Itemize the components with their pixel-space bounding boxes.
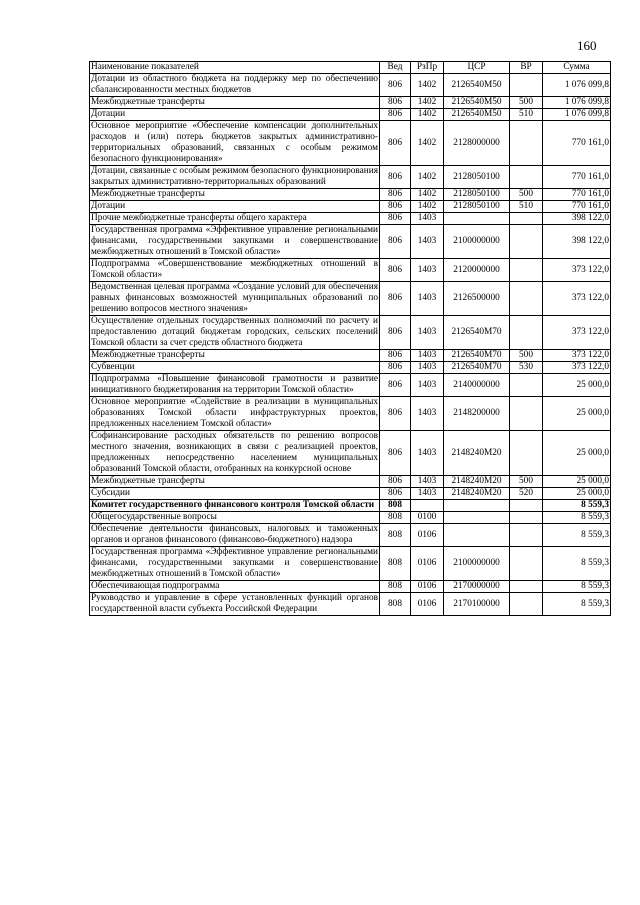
row-sum-cell: 770 161,0: [543, 189, 611, 201]
row-csr-cell: 2148240М20: [444, 488, 510, 500]
column-header-sum: Сумма: [543, 62, 611, 74]
row-sum-cell: 373 122,0: [543, 282, 611, 316]
row-sum-cell: 373 122,0: [543, 362, 611, 374]
row-sum-cell: 25 000,0: [543, 397, 611, 431]
row-ved-cell: 806: [380, 362, 411, 374]
row-csr-cell: 2128050100: [444, 189, 510, 201]
row-vr-cell: [510, 259, 543, 282]
row-ved-cell: 808: [380, 581, 411, 593]
row-vr-cell: [510, 316, 543, 350]
column-header-name: Наименование показателей: [90, 62, 380, 74]
table-row: [90, 282, 611, 316]
table-row: [90, 97, 611, 109]
row-rzpr-cell: 1403: [411, 362, 444, 374]
row-name-cell: Комитет государственного финансового контроля Томской области: [90, 500, 380, 512]
row-sum-cell: 25 000,0: [543, 476, 611, 488]
row-ved-cell: 806: [380, 74, 411, 97]
row-rzpr-cell: 1403: [411, 374, 444, 397]
row-sum-cell: 770 161,0: [543, 201, 611, 213]
row-csr-cell: 2126540М50: [444, 109, 510, 121]
row-vr-cell: [510, 213, 543, 225]
row-ved-cell: 808: [380, 512, 411, 524]
row-csr-cell: 2170000000: [444, 581, 510, 593]
row-vr-cell: 500: [510, 97, 543, 109]
row-rzpr-cell: 1403: [411, 213, 444, 225]
row-vr-cell: 510: [510, 109, 543, 121]
row-ved-cell: 808: [380, 547, 411, 581]
row-name-cell: Субвенции: [90, 362, 380, 374]
row-name-cell: Межбюджетные трансферты: [90, 97, 380, 109]
table-row: [90, 316, 611, 350]
row-vr-cell: [510, 282, 543, 316]
row-csr-cell: 2126500000: [444, 282, 510, 316]
row-rzpr-cell: 1403: [411, 350, 444, 362]
row-ved-cell: 806: [380, 350, 411, 362]
row-ved-cell: 806: [380, 213, 411, 225]
row-csr-cell: 2140000000: [444, 374, 510, 397]
row-ved-cell: 806: [380, 109, 411, 121]
page-number: 160: [577, 38, 597, 53]
row-name-cell: Обеспечивающая подпрограмма: [90, 581, 380, 593]
table-row: [90, 374, 611, 397]
column-header-csr: ЦСР: [444, 62, 510, 74]
table-row: [90, 166, 611, 189]
row-sum-cell: 1 076 099,8: [543, 109, 611, 121]
row-csr-cell: 2128000000: [444, 121, 510, 166]
row-csr-cell: 2126540М70: [444, 362, 510, 374]
row-sum-cell: 1 076 099,8: [543, 74, 611, 97]
row-ved-cell: 806: [380, 259, 411, 282]
row-sum-cell: 398 122,0: [543, 213, 611, 225]
row-name-cell: Софинансирование расходных обязательств по решению вопросов местного значения, возникающих в связи с реализацией проектов, предложенных непосредственно населением муниципальных образований Томской области, отобранных на конкурсной основе: [91, 431, 378, 474]
row-vr-cell: [510, 524, 543, 547]
row-csr-cell: 2170100000: [444, 593, 510, 616]
row-sum-cell: 373 122,0: [543, 316, 611, 350]
row-rzpr-cell: 0100: [411, 512, 444, 524]
row-csr-cell: 2128050100: [444, 166, 510, 189]
row-rzpr-cell: 1402: [411, 189, 444, 201]
column-header-rzpr: РзПр: [411, 62, 444, 74]
row-vr-cell: [510, 166, 543, 189]
row-sum-cell: 8 559,3: [543, 524, 611, 547]
row-csr-cell: 2148240М20: [444, 476, 510, 488]
row-rzpr-cell: 1402: [411, 109, 444, 121]
row-name-cell: Дотации из областного бюджета на поддержку мер по обеспечению сбалансированности местных бюджетов: [91, 74, 378, 95]
row-csr-cell: 2126540М50: [444, 74, 510, 97]
row-ved-cell: 806: [380, 488, 411, 500]
table-row: [90, 397, 611, 431]
row-name-cell: Межбюджетные трансферты: [90, 350, 380, 362]
row-name-cell: Межбюджетные трансферты: [90, 189, 380, 201]
row-sum-cell: 25 000,0: [543, 488, 611, 500]
row-rzpr-cell: 1403: [411, 476, 444, 488]
row-sum-cell: 373 122,0: [543, 350, 611, 362]
row-name-cell: Межбюджетные трансферты: [90, 476, 380, 488]
row-sum-cell: 1 076 099,8: [543, 97, 611, 109]
row-vr-cell: [510, 512, 543, 524]
row-vr-cell: 500: [510, 476, 543, 488]
row-rzpr-cell: 0106: [411, 581, 444, 593]
row-name-cell: Государственная программа «Эффективное управление региональными финансами, государственными закупками и совершенствование межбюджетных отношений в Томской области»: [91, 547, 378, 579]
table-row: [90, 512, 611, 524]
table-row: [90, 488, 611, 500]
row-ved-cell: 806: [380, 166, 411, 189]
row-vr-cell: [510, 74, 543, 97]
row-ved-cell: 806: [380, 189, 411, 201]
row-rzpr-cell: 1403: [411, 225, 444, 259]
row-vr-cell: [510, 121, 543, 166]
row-ved-cell: 806: [380, 476, 411, 488]
row-vr-cell: [510, 374, 543, 397]
row-csr-cell: 2126540М50: [444, 97, 510, 109]
row-ved-cell: 808: [380, 593, 411, 616]
row-csr-cell: [444, 213, 510, 225]
row-ved-cell: 806: [380, 397, 411, 431]
table-row: [90, 362, 611, 374]
row-rzpr-cell: 1403: [411, 282, 444, 316]
row-name-cell: Основное мероприятие «Содействие в реализации в муниципальных образованиях Томской области инфраструктурных проектов, предложенных населением Томской области»: [91, 397, 378, 429]
row-name-cell: Основное мероприятие «Обеспечение компенсации дополнительных расходов и (или) потерь бюджетов закрытых административно-территориальных образований, связанных с особым режимом безопасного функционирования»: [91, 121, 378, 164]
row-csr-cell: [444, 500, 510, 512]
table-row: [90, 593, 611, 616]
row-name-cell: Ведомственная целевая программа «Создание условий для обеспечения равных финансовых возможностей муниципальных образований по решению вопросов местного значения»: [91, 282, 378, 314]
row-vr-cell: [510, 581, 543, 593]
table-row: [90, 431, 611, 476]
row-name-cell: Прочие межбюджетные трансферты общего характера: [90, 213, 380, 225]
row-vr-cell: [510, 593, 543, 616]
row-name-cell: Подпрограмма «Совершенствование межбюджетных отношений в Томской области»: [91, 259, 378, 280]
row-name-cell: Государственная программа «Эффективное управление региональными финансами, государственными закупками и совершенствование межбюджетных отношений в Томской области»: [91, 225, 378, 257]
row-ved-cell: 806: [380, 97, 411, 109]
row-rzpr-cell: 0106: [411, 547, 444, 581]
row-csr-cell: 2148200000: [444, 397, 510, 431]
row-rzpr-cell: 1403: [411, 259, 444, 282]
row-sum-cell: 8 559,3: [543, 581, 611, 593]
row-vr-cell: 500: [510, 189, 543, 201]
row-sum-cell: 8 559,3: [543, 547, 611, 581]
budget-table: [89, 61, 611, 616]
row-rzpr-cell: 1402: [411, 166, 444, 189]
table-row: [90, 581, 611, 593]
row-name-cell: Обеспечение деятельности финансовых, налоговых и таможенных органов и органов финансового (финансово-бюджетного) надзора: [91, 524, 378, 545]
table-row: [90, 547, 611, 581]
row-csr-cell: 2128050100: [444, 201, 510, 213]
row-rzpr-cell: 1403: [411, 397, 444, 431]
row-csr-cell: 2120000000: [444, 259, 510, 282]
row-ved-cell: 806: [380, 225, 411, 259]
table-header-row: [90, 62, 611, 74]
column-header-ved: Вед: [380, 62, 411, 74]
row-name-cell: Подпрограмма «Повышение финансовой грамотности и развитие инициативного бюджетирования на территории Томской области»: [91, 374, 378, 395]
row-csr-cell: 2148240М20: [444, 431, 510, 476]
table-row: [90, 500, 611, 512]
row-name-cell: Дотации: [90, 109, 380, 121]
table-row: [90, 201, 611, 213]
row-ved-cell: 806: [380, 316, 411, 350]
row-csr-cell: 2126540М70: [444, 316, 510, 350]
row-vr-cell: 500: [510, 350, 543, 362]
table-row: [90, 524, 611, 547]
row-vr-cell: [510, 225, 543, 259]
row-sum-cell: 25 000,0: [543, 374, 611, 397]
row-ved-cell: 806: [380, 201, 411, 213]
row-name-cell: Общегосударственные вопросы: [90, 512, 380, 524]
row-name-cell: Дотации, связанные с особым режимом безопасного функционирования закрытых административно-территориальных образований: [91, 166, 378, 187]
table-row: [90, 259, 611, 282]
table-row: [90, 476, 611, 488]
row-name-cell: Осуществление отдельных государственных полномочий по расчету и предоставлению дотаций бюджетам городских, сельских поселений Томской области за счет средств областного бюджета: [91, 316, 378, 348]
row-vr-cell: 520: [510, 488, 543, 500]
row-vr-cell: 530: [510, 362, 543, 374]
row-csr-cell: 2100000000: [444, 225, 510, 259]
row-rzpr-cell: 0106: [411, 593, 444, 616]
row-sum-cell: 770 161,0: [543, 166, 611, 189]
row-sum-cell: 398 122,0: [543, 225, 611, 259]
table-row: [90, 121, 611, 166]
row-rzpr-cell: [411, 500, 444, 512]
row-vr-cell: [510, 500, 543, 512]
table-row: [90, 350, 611, 362]
row-rzpr-cell: 1403: [411, 316, 444, 350]
row-name-cell: Субсидии: [90, 488, 380, 500]
table-row: [90, 74, 611, 97]
row-name-cell: Дотации: [90, 201, 380, 213]
column-header-vr: ВР: [510, 62, 543, 74]
row-ved-cell: 806: [380, 374, 411, 397]
row-vr-cell: [510, 397, 543, 431]
row-sum-cell: 8 559,3: [543, 593, 611, 616]
row-vr-cell: [510, 431, 543, 476]
row-csr-cell: 2100000000: [444, 547, 510, 581]
row-name-cell: Руководство и управление в сфере установленных функций органов государственной власти субъекта Российской Федерации: [91, 593, 378, 614]
row-rzpr-cell: 1402: [411, 74, 444, 97]
row-rzpr-cell: 1403: [411, 488, 444, 500]
row-rzpr-cell: 1403: [411, 431, 444, 476]
row-sum-cell: 770 161,0: [543, 121, 611, 166]
table-row: [90, 213, 611, 225]
row-ved-cell: 806: [380, 121, 411, 166]
row-ved-cell: 806: [380, 431, 411, 476]
row-rzpr-cell: 0106: [411, 524, 444, 547]
table-row: [90, 189, 611, 201]
row-csr-cell: 2126540М70: [444, 350, 510, 362]
table-row: [90, 225, 611, 259]
table-row: [90, 109, 611, 121]
row-sum-cell: 8 559,3: [543, 512, 611, 524]
row-vr-cell: [510, 547, 543, 581]
row-vr-cell: 510: [510, 201, 543, 213]
row-csr-cell: [444, 524, 510, 547]
row-rzpr-cell: 1402: [411, 201, 444, 213]
row-rzpr-cell: 1402: [411, 97, 444, 109]
row-csr-cell: [444, 512, 510, 524]
row-ved-cell: 808: [380, 524, 411, 547]
row-rzpr-cell: 1402: [411, 121, 444, 166]
row-ved-cell: 806: [380, 282, 411, 316]
row-sum-cell: 8 559,3: [543, 500, 611, 512]
row-sum-cell: 373 122,0: [543, 259, 611, 282]
row-sum-cell: 25 000,0: [543, 431, 611, 476]
row-ved-cell: 808: [380, 500, 411, 512]
